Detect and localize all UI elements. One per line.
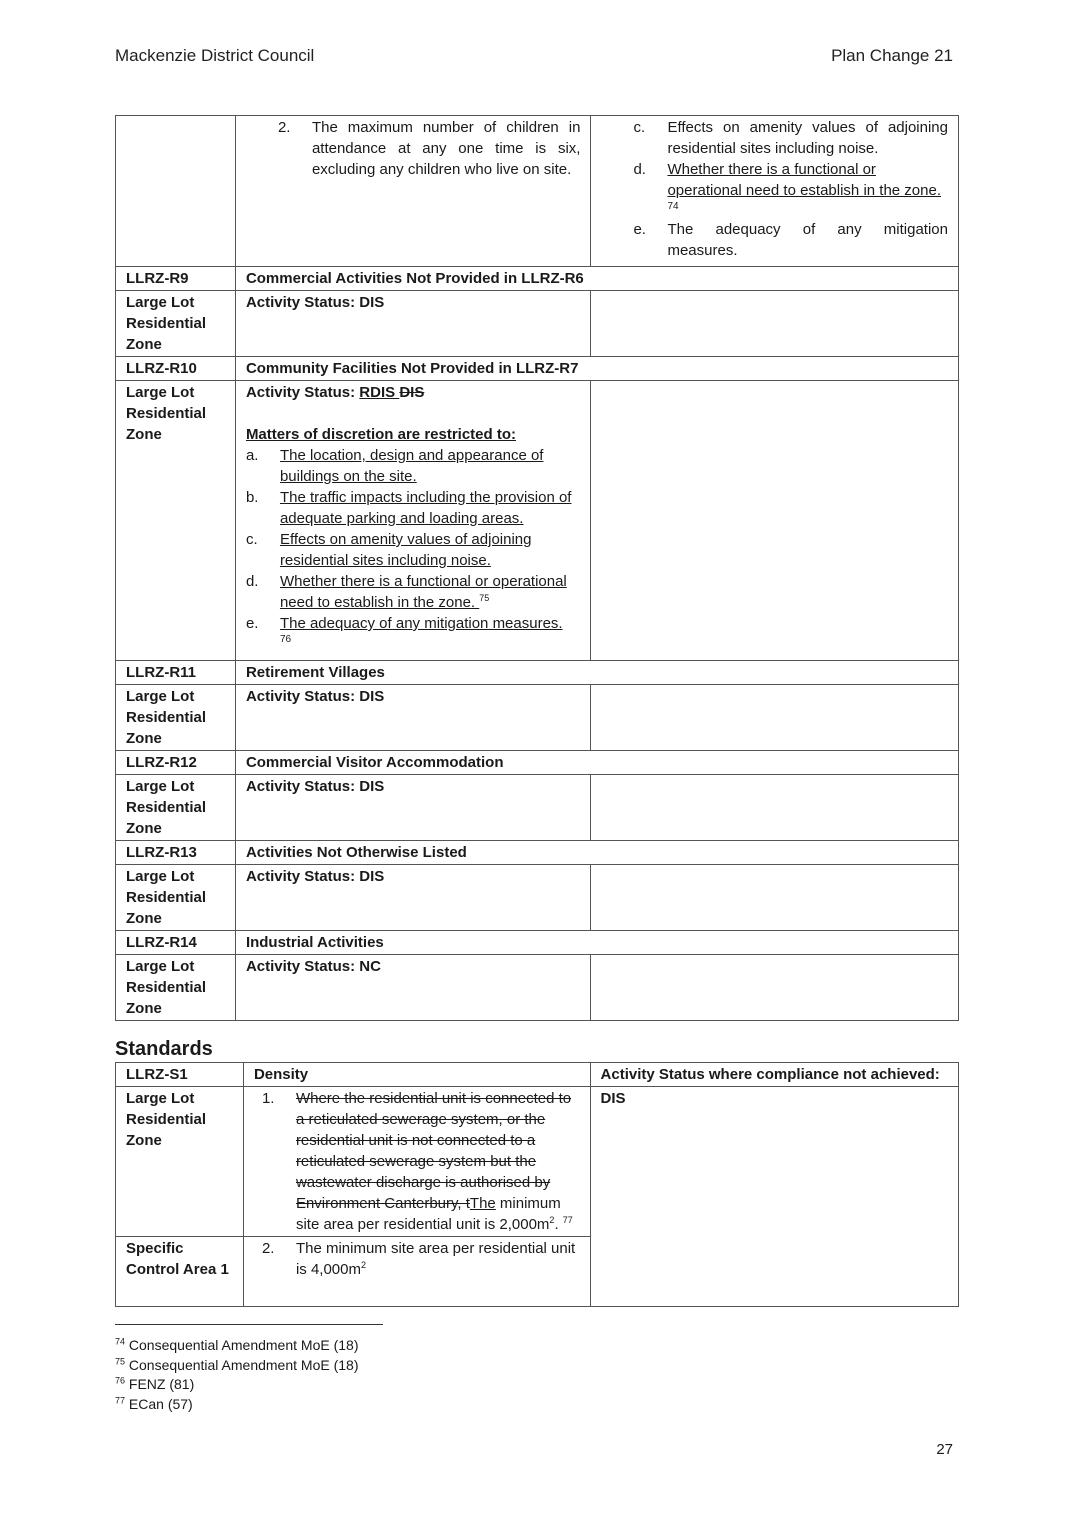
table-row (116, 685, 959, 751)
table-row (116, 865, 959, 931)
footnote-divider (115, 1324, 383, 1325)
standards-table (115, 1062, 959, 1307)
standard-title: Density (243, 1063, 590, 1087)
footnote: $^{76}$ FENZ (81) (115, 1375, 195, 1392)
table-row (116, 775, 959, 841)
rule-title: Industrial Activities (235, 931, 958, 955)
header-organization: Mackenzie District Council (115, 46, 315, 65)
activity-status: Activity Status: NC (235, 955, 591, 1021)
table-row (116, 661, 959, 685)
rule-title: Commercial Visitor Accommodation (235, 751, 958, 775)
rule-code: LLRZ-R13 (116, 841, 236, 865)
rule-code: LLRZ-R10 (116, 357, 236, 381)
list-item: e. The adequacy of any mitigation measures. (633, 221, 948, 259)
list-item: c. Effects on amenity values of adjoining residential sites including noise. (633, 119, 948, 157)
table-row (116, 381, 959, 661)
table-row (116, 267, 959, 291)
footnote: $^{77}$ ECan (57) (115, 1394, 193, 1412)
zone-label: Specific Control Area 1 (116, 1237, 244, 1307)
header-document-title: Plan Change 21 (831, 46, 953, 65)
activity-status: Activity Status: DIS (235, 685, 591, 751)
table-row (116, 1087, 959, 1237)
list-item: e. The adequacy of any mitigation measures. 76 (246, 613, 581, 646)
footnote-ref[interactable]: 74 (667, 201, 679, 212)
list-item: b. The traffic impacts including the provision of adequate parking and loading areas. (245, 489, 572, 527)
activity-status: Activity Status: DIS (235, 291, 591, 357)
list-item: c. Effects on amenity values of adjoining residential sites including noise. (245, 531, 532, 569)
rules-table (115, 115, 959, 1021)
zone-label: Large Lot Residential Zone (116, 1087, 244, 1237)
table-row (116, 1063, 959, 1087)
footnote: $^{74}$ Consequential Amendment MoE (18) (115, 1336, 359, 1353)
table-row (116, 841, 959, 865)
footnote-ref[interactable]: 75 (479, 593, 490, 603)
rule-title: Retirement Villages (235, 661, 958, 685)
table-row (116, 955, 959, 1021)
status-column-header: Activity Status where compliance not achieved: (590, 1063, 958, 1087)
footnote-ref[interactable]: 76 (279, 634, 292, 645)
rule-title: Commercial Activities Not Provided in LLRZ-R6 (235, 267, 958, 291)
rule-title: Community Facilities Not Provided in LLRZ-R7 (235, 357, 958, 381)
zone-label: Large Lot Residential Zone (116, 381, 236, 661)
zone-label: Large Lot Residential Zone (116, 291, 236, 357)
table-row (116, 357, 959, 381)
rule-code: LLRZ-R14 (116, 931, 236, 955)
zone-label: Large Lot Residential Zone (116, 865, 236, 931)
zone-label: Large Lot Residential Zone (116, 685, 236, 751)
page-number: 27 (936, 1441, 953, 1458)
activity-status: DIS (590, 1087, 958, 1307)
section-heading-standards: Standards (115, 1038, 213, 1060)
zone-label: Large Lot Residential Zone (116, 955, 236, 1021)
list-item: d. Whether there is a functional or operational need to establish in the zone. $^{75}$ (245, 573, 567, 611)
matters-heading: Matters of discretion are restricted to: (245, 426, 517, 443)
rule-code: LLRZ-R11 (116, 661, 236, 685)
rule-code: LLRZ-R9 (116, 267, 236, 291)
footnotes (115, 1336, 358, 1414)
table-row (116, 931, 959, 955)
list-item: a. The location, design and appearance of buildings on the site. (245, 447, 544, 485)
list-item: d. Whether there is a functional or operational need to establish in the zone. 74 (633, 159, 948, 213)
table-row (116, 751, 959, 775)
zone-label: Large Lot Residential Zone (116, 775, 236, 841)
footnote: $^{75}$ Consequential Amendment MoE (18) (115, 1355, 359, 1373)
activity-status: Activity Status: RDIS DIS (245, 384, 425, 401)
activity-status: Activity Status: DIS (235, 865, 591, 931)
table-row (116, 116, 959, 267)
list-item: 2. The minimum site area per residential unit is $4,000m^2$ (261, 1240, 576, 1278)
activity-status: Activity Status: DIS (235, 775, 591, 841)
rule-code: LLRZ-R12 (116, 751, 236, 775)
rule-title: Activities Not Otherwise Listed (235, 841, 958, 865)
table-row (116, 291, 959, 357)
standard-code: LLRZ-S1 (116, 1063, 244, 1087)
list-item: 1. Where the residential unit is connected to a reticulated sewerage system, or the residential unit is not connected to a reticulated sewerage system but the wastewater discharge is authorised by Environment Canterbury, tThe minimum site area per residential unit is $2,000m^2$. $^{77}$ (261, 1090, 573, 1233)
footnote-ref[interactable]: 77 (562, 1215, 573, 1225)
list-item: 2. The maximum number of children in attendance at any one time is six, excluding any children who live on site. (277, 119, 581, 178)
